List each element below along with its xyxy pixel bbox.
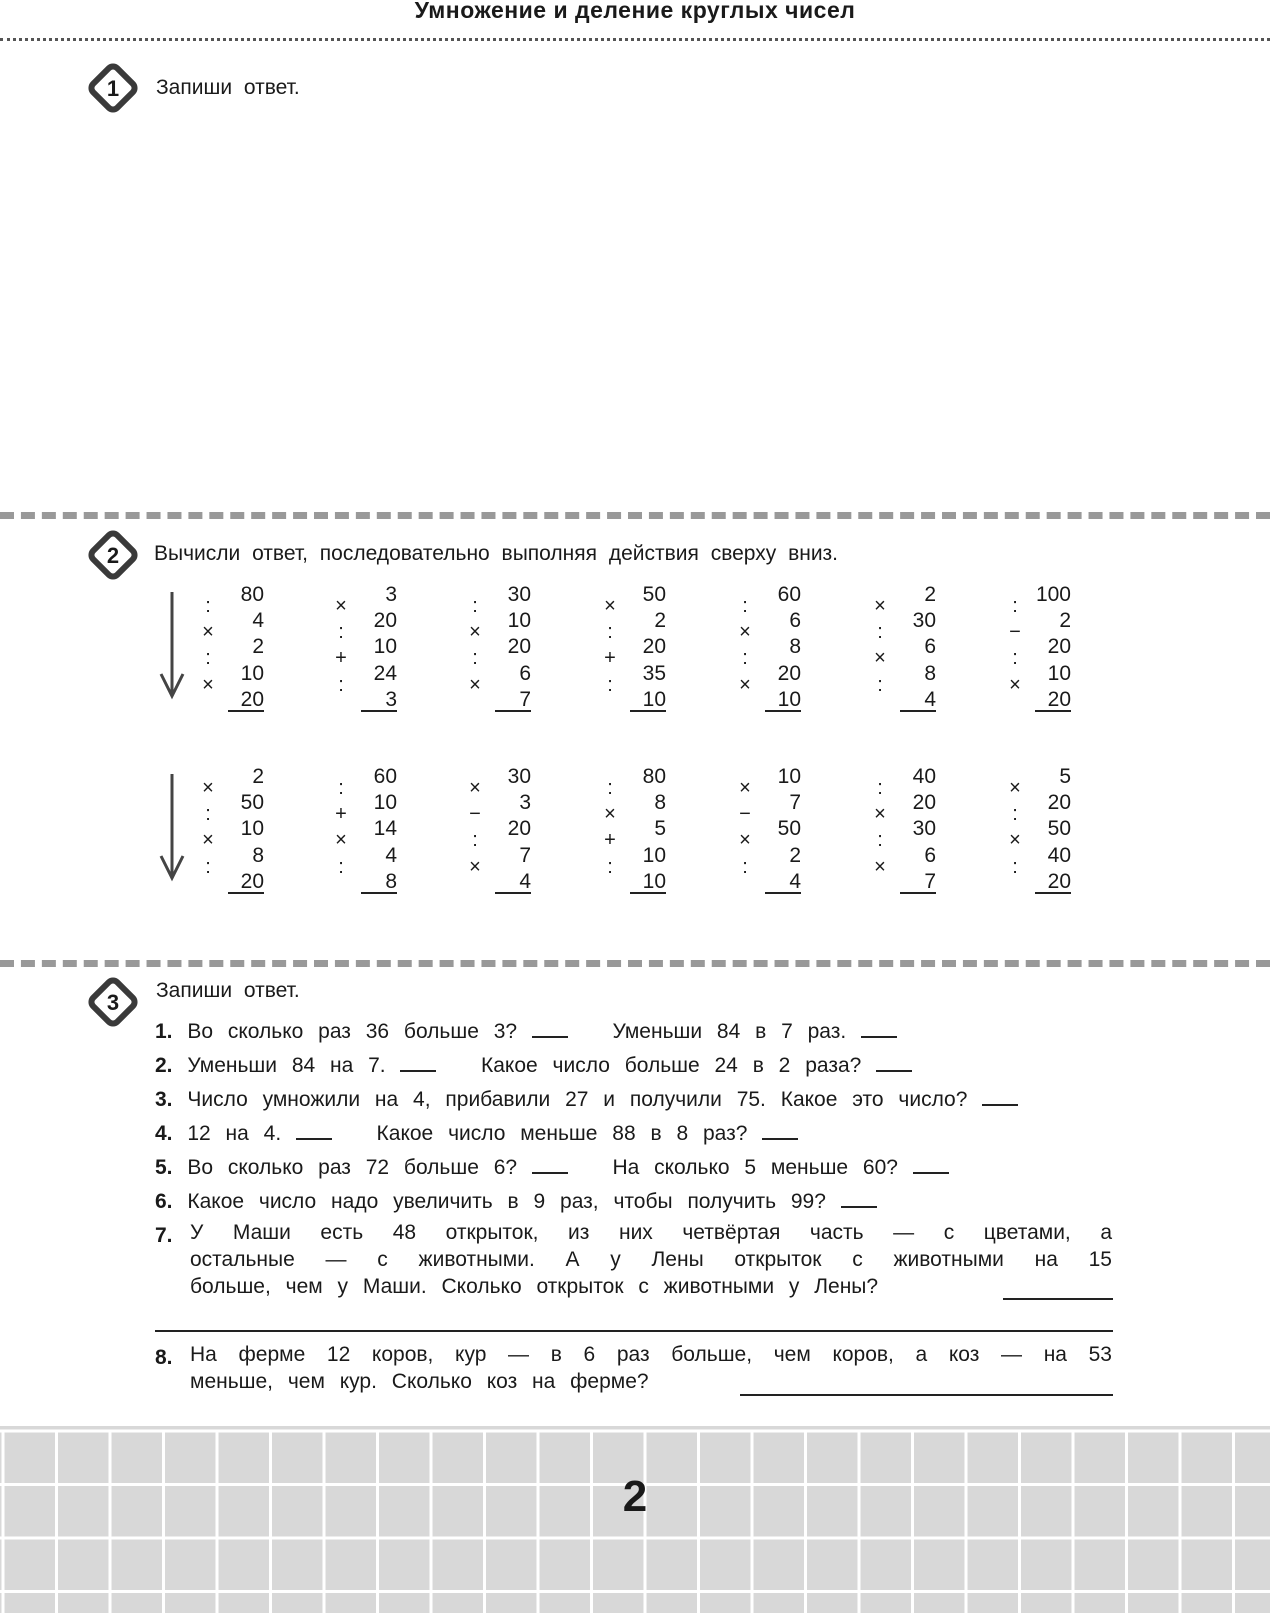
chain-number: 3 [385,583,397,606]
chain-operator: : [607,621,613,644]
chain-number: 8 [654,791,666,815]
chain-number: 20 [240,687,264,711]
task-2-heading: Вычисли ответ, последовательно выполняя действия сверху вниз. [154,542,839,565]
chain-number: 20 [507,635,531,659]
chain-number: 20 [912,791,936,815]
chain-operator: : [607,777,613,799]
chain-number: 10 [507,609,531,633]
chain-number: 4 [924,687,936,711]
chain-number: 4 [252,609,264,633]
chain-operator: : [877,621,883,644]
answer-underline[interactable] [765,892,801,894]
chain-operator: × [874,855,886,878]
answer-blank[interactable] [982,1090,1018,1106]
chain-number: 7 [789,791,801,815]
chain-number: 6 [924,635,936,659]
chain-number: 20 [240,869,264,893]
chain-number: 6 [789,609,801,633]
answer-underline[interactable] [495,892,531,894]
answer-blank[interactable] [532,1022,568,1038]
task-3-item-8-line-1: На ферме 12 коров, кур — в 6 раз больше, чем коров, а коз — на 53 [190,1343,1112,1366]
chain-number: 6 [924,843,936,867]
answer-blank[interactable] [532,1158,568,1174]
chain-number: 60 [777,583,801,606]
answer-underline[interactable] [361,710,397,712]
chain-operator: × [469,777,481,799]
chain-operator: : [205,595,211,617]
answer-underline[interactable] [1035,710,1071,712]
chain-operator: : [1012,803,1018,826]
chain-number: 10 [642,687,666,711]
chain-number: 24 [373,661,397,685]
chain-number: 30 [912,817,936,841]
chain-operator: × [202,673,214,696]
chain-operator: × [469,855,481,878]
chain-operator: + [604,829,616,852]
chain-number: 20 [1047,687,1071,711]
task-3-item-7-line-2: остальные — с животными. А у Лены открыток с животными на 15 [190,1248,1112,1271]
chain-number: 14 [373,817,397,841]
answer-underline[interactable] [361,892,397,894]
chain-number: 50 [1047,817,1071,841]
chain-operator: : [205,647,211,670]
chain-number: 35 [642,661,666,685]
chain-number: 50 [777,817,801,841]
task-3-item-7-number: 7. [155,1224,173,1247]
answer-underline[interactable] [630,892,666,894]
chain-number: 10 [642,869,666,893]
chain-number: 8 [252,843,264,867]
chain-number: 10 [777,687,801,711]
chain-operator: : [742,595,748,617]
chain-operator: × [739,829,751,852]
chain-number: 10 [642,843,666,867]
chain-number: 4 [519,869,531,893]
chain-number: 8 [385,869,397,893]
dashed-divider-2 [0,960,1270,967]
chain-number: 20 [373,609,397,633]
chain-operator: : [1012,595,1018,617]
chain-operator: − [469,803,481,826]
chain-operator: : [338,673,344,696]
chain-number: 20 [507,817,531,841]
chain-operator: × [335,595,347,617]
chain-operator: × [604,803,616,826]
chain-number: 80 [240,583,264,606]
chain-number: 8 [789,635,801,659]
task-3-item-1: 1. Во сколько раз 36 больше 3? Уменьши 84 в 7 раз. [155,1015,1115,1049]
task-3-item-8-number: 8. [155,1346,173,1369]
chain-operator: + [335,803,347,826]
chain-number: 30 [912,609,936,633]
answer-underline[interactable] [630,710,666,712]
chain-operator: : [472,647,478,670]
chain-number: 8 [924,661,936,685]
task-3-item-4: 4. 12 на 4. Какое число меньше 88 в 8 раз? [155,1117,1115,1151]
chain-operator: − [739,803,751,826]
chain-number: 3 [385,687,397,711]
task-3-item-7-line-1: У Маши есть 48 открыток, из них четвёртая часть — с цветами, а [190,1221,1112,1244]
chain-number: 50 [240,791,264,815]
answer-underline[interactable] [228,892,264,894]
task-3-item-3: 3. Число умножили на 4, прибавили 27 и получили 75. Какое это число? [155,1083,1115,1117]
chain-operator: − [1009,621,1021,644]
chain-number: 7 [519,843,531,867]
answer-blank[interactable] [296,1124,332,1140]
chain-operator: : [877,777,883,799]
chain-number: 10 [777,765,801,788]
chain-number: 5 [1059,765,1071,788]
chain-number: 6 [519,661,531,685]
chain-operator: : [338,777,344,799]
chain-number: 10 [373,635,397,659]
answer-underline[interactable] [900,892,936,894]
chain-number: 20 [642,635,666,659]
chain-operator: × [739,673,751,696]
chain-number: 4 [789,869,801,893]
chain-operator: × [469,621,481,644]
task-3-heading: Запиши ответ. [156,979,300,1002]
chain-number: 100 [1035,583,1071,606]
chain-number: 10 [240,661,264,685]
chain-number: 3 [519,791,531,815]
answer-underline[interactable] [765,710,801,712]
down-arrow-icon [157,590,187,700]
chain-number: 20 [1047,791,1071,815]
chain-number: 20 [777,661,801,685]
chain-number: 10 [373,791,397,815]
chain-operator: × [1009,673,1021,696]
chain-number: 2 [1059,609,1071,633]
chain-operator: : [205,803,211,826]
chain-operator: × [874,803,886,826]
answer-underline[interactable] [1035,892,1071,894]
chain-number: 7 [924,869,936,893]
chain-operator: × [1009,777,1021,799]
chain-operator: × [335,829,347,852]
dashed-divider-1 [0,512,1270,519]
chain-operator: × [1009,829,1021,852]
chain-number: 20 [1047,635,1071,659]
answer-underline[interactable] [495,710,531,712]
answer-blank[interactable] [400,1056,436,1072]
chain-number: 10 [1047,661,1071,685]
chain-operator: : [1012,647,1018,670]
answer-line[interactable] [740,1394,1113,1396]
chain-operator: : [205,855,211,878]
answer-underline[interactable] [228,710,264,712]
chain-number: 80 [642,765,666,788]
chain-number: 2 [789,843,801,867]
chain-number: 20 [1047,869,1071,893]
chain-operator: : [1012,855,1018,878]
chain-operator: : [338,621,344,644]
chain-number: 10 [240,817,264,841]
chain-operator: : [472,829,478,852]
chain-number: 2 [924,583,936,606]
down-arrow-icon [157,772,187,882]
chain-operator: : [877,673,883,696]
chain-number: 30 [507,583,531,606]
chain-operator: × [202,621,214,644]
chain-operator: + [604,647,616,670]
task-3-number: 3 [106,990,120,1015]
task-3-item-5: 5. Во сколько раз 72 больше 6? На сколько 5 меньше 60? [155,1151,1115,1185]
chain-operator: : [607,855,613,878]
chain-number: 4 [385,843,397,867]
page-title: Умножение и деление круглых чисел [414,0,856,23]
chain-operator: : [742,647,748,670]
chain-operator: × [874,647,886,670]
chain-operator: : [607,673,613,696]
chain-operator: : [338,855,344,878]
answer-blank[interactable] [861,1022,897,1038]
task-3-item-6: 6. Какое число надо увеличить в 9 раз, чтобы получить 99? [155,1185,1115,1219]
task-1-heading: Запиши ответ. [156,76,300,99]
task-3-item-2: 2. Уменьши 84 на 7. Какое число больше 24 в 2 раза? [155,1049,1115,1083]
task-3-item-8-line-2: меньше, чем кур. Сколько коз на ферме? [190,1370,649,1393]
chain-number: 30 [507,765,531,788]
task-3-item-7-line-3: больше, чем у Маши. Сколько открыток с животными у Лены? [190,1275,879,1298]
chain-number: 7 [519,687,531,711]
chain-operator: : [742,855,748,878]
chain-operator: × [739,621,751,644]
task-2-number: 2 [106,543,120,568]
chain-number: 2 [252,635,264,659]
chain-number: 40 [912,765,936,788]
chain-operator: : [877,829,883,852]
dotted-divider [0,38,1270,41]
chain-operator: × [202,829,214,852]
chain-operator: × [202,777,214,799]
chain-number: 40 [1047,843,1071,867]
answer-blank[interactable] [841,1192,877,1208]
chain-operator: × [469,673,481,696]
chain-operator: : [472,595,478,617]
answer-blank[interactable] [913,1158,949,1174]
chain-number: 60 [373,765,397,788]
chain-number: 5 [654,817,666,841]
answer-blank[interactable] [876,1056,912,1072]
answer-line[interactable] [1003,1298,1113,1300]
chain-operator: × [874,595,886,617]
chain-operator: × [604,595,616,617]
answer-line[interactable] [155,1330,1113,1332]
chain-operator: + [335,647,347,670]
chain-number: 2 [252,765,264,788]
chain-number: 2 [654,609,666,633]
task-1-number: 1 [106,76,120,101]
chain-operator: × [739,777,751,799]
page-number: 2 [622,1472,648,1521]
answer-blank[interactable] [762,1124,798,1140]
answer-underline[interactable] [900,710,936,712]
chain-number: 50 [642,583,666,606]
